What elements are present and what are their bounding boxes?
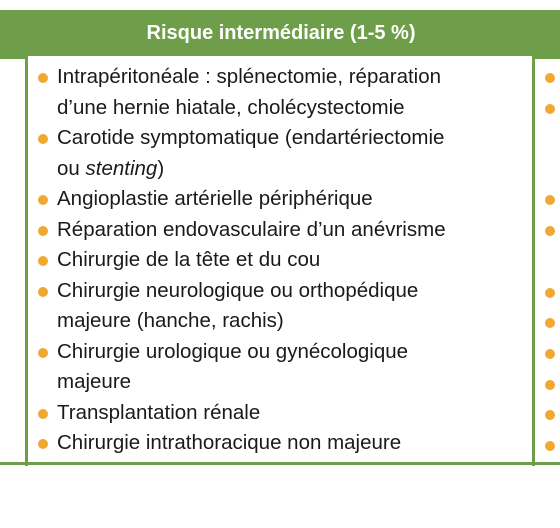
bullet-icon bbox=[545, 410, 555, 420]
bullet-icon bbox=[38, 256, 48, 266]
bullet-icon bbox=[545, 380, 555, 390]
bullet-icon bbox=[545, 195, 555, 205]
item-text-italic: stenting bbox=[85, 156, 158, 180]
bullet-icon bbox=[38, 287, 48, 297]
list-item bbox=[36, 428, 526, 459]
column-divider-left bbox=[25, 10, 28, 466]
adjacent-column-bullets bbox=[545, 0, 560, 528]
bullet-icon bbox=[545, 73, 555, 83]
list-item bbox=[36, 276, 526, 337]
item-text-line: Intrapéritonéale : splénectomie, réparation bbox=[57, 65, 442, 88]
bullet-icon bbox=[38, 134, 48, 144]
bullet-icon bbox=[38, 73, 48, 83]
item-text-line: d’une hernie hiatale, cholécystectomie bbox=[57, 95, 405, 119]
header-underline-left bbox=[0, 56, 25, 59]
list-item bbox=[36, 62, 526, 123]
item-text-line: majeure (hanche, rachis) bbox=[57, 309, 284, 332]
table-bottom-border bbox=[0, 462, 560, 465]
list-item bbox=[36, 245, 526, 276]
bullet-icon bbox=[38, 348, 48, 358]
procedure-list bbox=[36, 62, 526, 459]
bullet-icon bbox=[545, 349, 555, 359]
list-item bbox=[36, 215, 526, 246]
item-text-line: Angioplastie artérielle périphérique bbox=[57, 187, 373, 210]
bullet-icon bbox=[545, 288, 555, 298]
bullet-icon bbox=[545, 318, 555, 328]
bullet-icon bbox=[545, 104, 555, 114]
list-item bbox=[36, 337, 526, 398]
item-text-line: Chirurgie neurologique ou orthopédique bbox=[57, 278, 419, 302]
item-text-line: majeure bbox=[57, 370, 132, 393]
item-text-line: Réparation endovasculaire d’un anévrisme bbox=[57, 217, 446, 241]
bullet-icon bbox=[38, 195, 48, 205]
column-divider-right bbox=[532, 10, 535, 466]
item-text-line: Chirurgie de la tête et du cou bbox=[57, 248, 321, 271]
item-text-line: ou bbox=[57, 156, 86, 180]
list-item bbox=[36, 398, 526, 429]
column-header-title: Risque intermédiaire (1-5 %) bbox=[146, 22, 416, 44]
item-text-line: Chirurgie urologique ou gynécologique bbox=[57, 339, 409, 363]
item-text-line: ) bbox=[157, 156, 165, 180]
bullet-icon bbox=[545, 441, 555, 451]
item-text-line: Transplantation rénale bbox=[57, 400, 261, 424]
bullet-icon bbox=[38, 439, 48, 449]
bullet-icon bbox=[38, 409, 48, 419]
list-item bbox=[36, 184, 526, 215]
bullet-icon bbox=[38, 226, 48, 236]
bullet-icon bbox=[545, 226, 555, 236]
list-item bbox=[36, 123, 526, 184]
item-text-line: Chirurgie intrathoracique non majeure bbox=[57, 431, 402, 454]
item-text-line: Carotide symptomatique (endartériectomie bbox=[57, 126, 445, 149]
